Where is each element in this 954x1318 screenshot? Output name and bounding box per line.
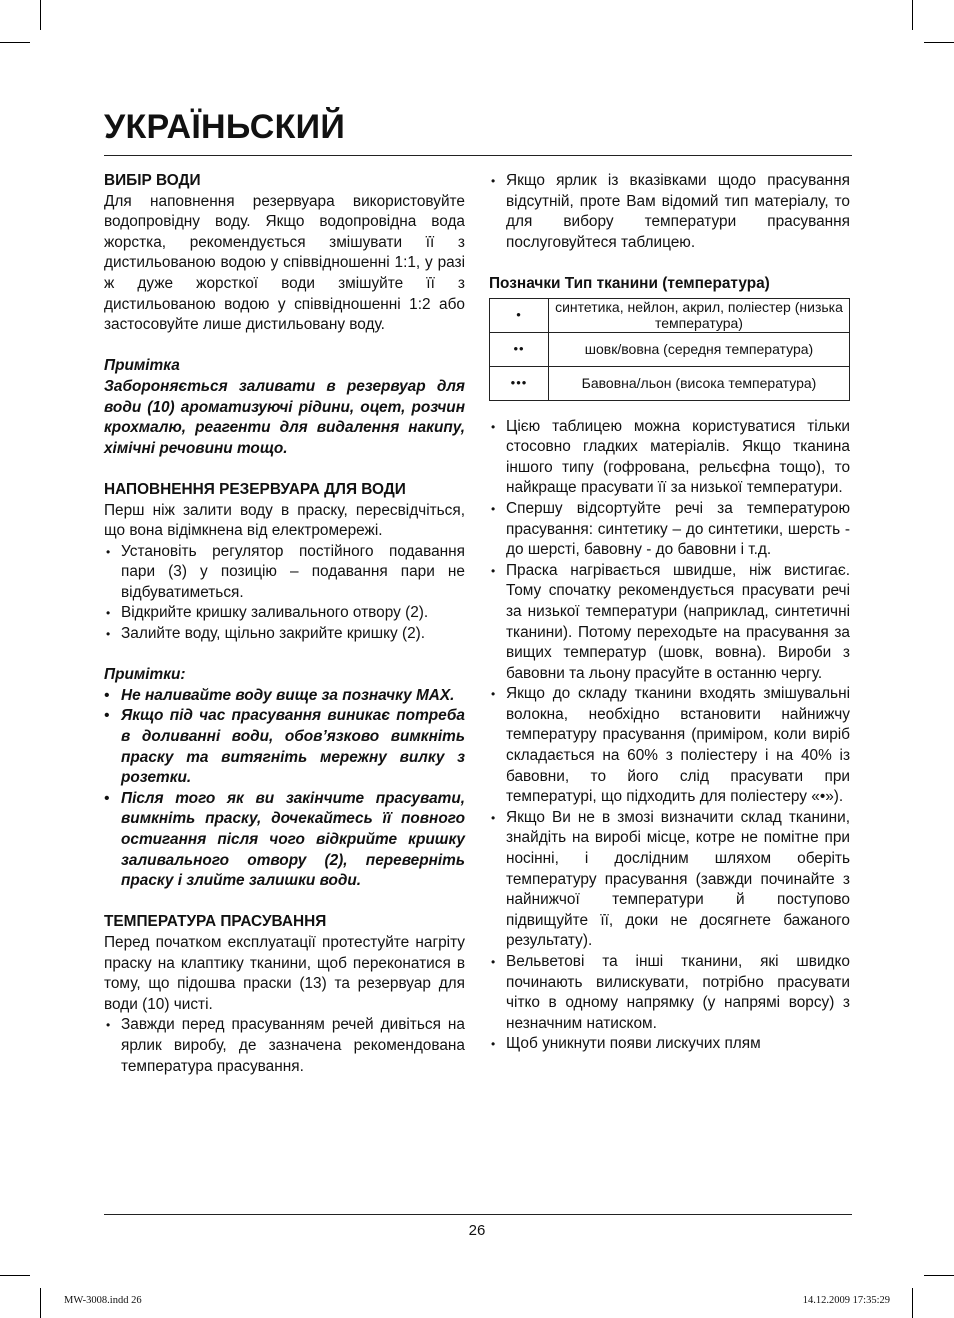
temperature-symbol: •• bbox=[490, 332, 549, 366]
page-title: УКРАЇНЬСКИЙ bbox=[104, 108, 346, 146]
notes-list bbox=[104, 686, 465, 892]
ironing-temperature-heading: ТЕМПЕРАТУРА ПРАСУВАННЯ bbox=[104, 913, 327, 931]
list-item: • Цією таблицею можна користуватися тільки стосовно гладких матеріалів. Якщо тканина іншого типу (гофрована, рельєфна тощо), то найкраще прасувати її за низької температури. bbox=[489, 417, 850, 499]
crop-mark bbox=[924, 1275, 954, 1276]
tank-filling-heading: НАПОВНЕННЯ РЕЗЕРВУАРА ДЛЯ ВОДИ bbox=[104, 480, 406, 498]
list-item: • Щоб уникнути появи лискучих плям bbox=[489, 1034, 850, 1055]
tank-filling-text: Перш ніж залити воду в праску, пересвідчіться, що вона відімкнена від електромережі. bbox=[104, 501, 465, 540]
water-choice-text: Для наповнення резервуара використовуйте водопровідну воду. Якщо водопровідна вода жорстка, рекомендується змішувати її з дистильованою водою у співвідношенні 1:1, у разі ж дуже жорсткої води змішуйте її з дистильованою водою у співвідношенні 1:2 або застосовуйте лише дистильовану воду. bbox=[104, 192, 465, 334]
list-item: • Якщо під час прасування виникає потреба в доливанні води, обов’язково вимкніть праску та витягніть мережну вилку з розетки. bbox=[104, 706, 465, 788]
ironing-temperature-text: Перед початком експлуатації протестуйте нагріту праску на клаптику тканини, щоб переконатися в тому, що підошва праски (13) та резервуар для води (10) чисті. bbox=[104, 933, 465, 1013]
list-item: • Завжди перед прасуванням речей дивіться на ярлик виробу, де зазначена рекомендована температура прасування. bbox=[104, 1015, 465, 1077]
list-item: • Установіть регулятор постійного подавання пари (3) у позицію – подавання пари не відбуватиметься. bbox=[104, 542, 465, 604]
footer-rule bbox=[104, 1214, 852, 1215]
fabric-table bbox=[489, 298, 850, 401]
label-list bbox=[489, 171, 850, 253]
temperature-symbol: ••• bbox=[490, 366, 549, 400]
page-number: 26 bbox=[468, 1222, 486, 1239]
footer-file: MW-3008.indd 26 bbox=[64, 1295, 142, 1306]
crop-mark bbox=[40, 0, 41, 30]
list-item: • Після того як ви закінчите прасувати, вимкніть праску, дочекайтесь її повного остигання після чого відкрийте кришку заливального отвору (2), переверніть праску і злийте залишки води. bbox=[104, 789, 465, 892]
crop-mark bbox=[0, 1275, 30, 1276]
temperature-symbol: • bbox=[490, 298, 549, 332]
fabric-type: Бавовна/льон (висока температура) bbox=[549, 366, 850, 400]
list-item: • Якщо ярлик із вказівками щодо прасування відсутній, проте Вам відомий тип матеріалу, то для вибору температури прасування послуговуйтеся таблицею. bbox=[489, 171, 850, 253]
list-item: • Якщо до складу тканини входять змішувальні волокна, необхідно встановити найнижчу температуру прасування (приміром, коли виріб складається на 60% з поліестеру і на 40% із бавовни, то його слід прасувати при температурі, що підходить для поліестеру «•»). bbox=[489, 684, 850, 808]
crop-mark bbox=[912, 1288, 913, 1318]
fabric-type: синтетика, нейлон, акрил, поліестер (низька температура) bbox=[549, 298, 850, 332]
right-column bbox=[489, 171, 850, 1055]
table-row bbox=[490, 298, 850, 332]
title-rule bbox=[104, 155, 852, 156]
list-item: • Якщо Ви не в змозі визначити склад тканини, знайдіть на виробі місце, котре не помітне при носінні, і дослідним шляхом оберіть температуру прасування (завжди починайте з найнижчої температури й поступово підвищуйте її, доки не досягнете бажаного результату). bbox=[489, 808, 850, 952]
fabric-table-title: Позначки Тип тканини (температура) bbox=[489, 274, 770, 292]
note-text: Забороняється заливати в резервуар для води (10) ароматизуючі рідини, оцет, розчин крохмалю, реагенти для видалення накипу, хімічні речовини тощо. bbox=[104, 377, 465, 457]
crop-mark bbox=[924, 42, 954, 43]
ironing-temperature-list bbox=[104, 1015, 465, 1077]
water-choice-heading: ВИБІР ВОДИ bbox=[104, 172, 201, 189]
fabric-type: шовк/вовна (середня температура) bbox=[549, 332, 850, 366]
left-column bbox=[104, 171, 465, 1077]
list-item: • Залийте воду, щільно закрийте кришку (2). bbox=[104, 624, 465, 645]
ironing-tips-list bbox=[489, 417, 850, 1055]
table-row bbox=[490, 332, 850, 366]
list-item: • Спершу відсортуйте речі за температурою прасування: синтетику – до синтетики, шерсть - до шерсті, бавовну - до бавовни і т.д. bbox=[489, 499, 850, 561]
footer-datetime: 14.12.2009 17:35:29 bbox=[802, 1295, 890, 1306]
list-item: • Праска нагрівається швидше, ніж вистигає. Тому спочатку рекомендується прасувати речі за низької температури (наприклад, синтетичні тканини). Потому переходьте на прасування за вищих температур (шовк, вовна). Вироби з бавовни та льону прасуйте в останню чергу. bbox=[489, 561, 850, 685]
note-title: Примітка bbox=[104, 357, 180, 375]
notes-title: Примітки: bbox=[104, 666, 186, 684]
crop-mark bbox=[40, 1288, 41, 1318]
crop-mark bbox=[0, 42, 30, 43]
tank-filling-list bbox=[104, 542, 465, 645]
list-item: • Не наливайте воду вище за позначку MAX. bbox=[104, 686, 465, 707]
list-item: • Вельветові та інші тканини, які швидко починають вилискувати, потрібно прасувати чітко в одному напрямку (у напрямі ворсу) з незначним натиском. bbox=[489, 952, 850, 1034]
list-item: • Відкрийте кришку заливального отвору (2). bbox=[104, 603, 465, 624]
table-row bbox=[490, 366, 850, 400]
crop-mark bbox=[912, 0, 913, 30]
